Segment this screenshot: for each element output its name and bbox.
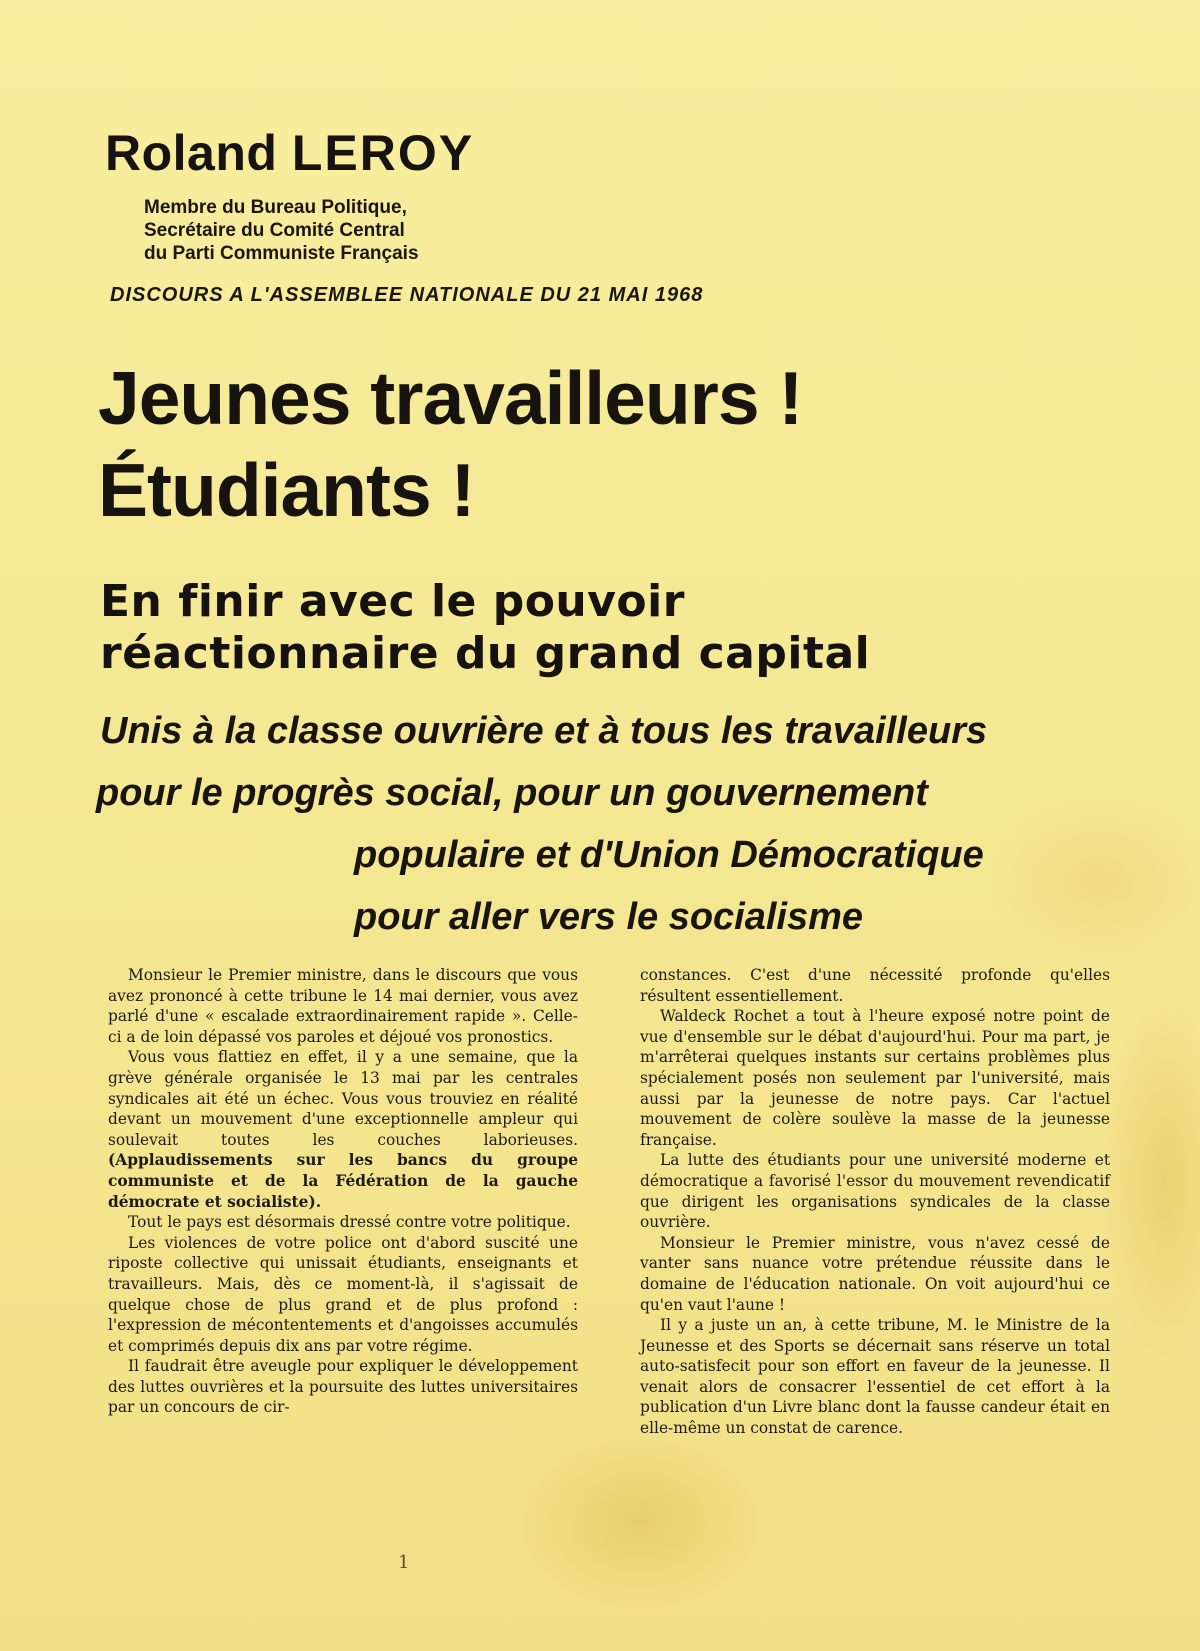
body-paragraph: Les violences de votre police ont d'abord suscité une riposte collective qui unissait étudiants, enseignants et travailleurs. Mais, dès ce moment-là, il s'agissait de quelque chose de plus grand et de plus profond : l'expression de mécontentements et d'angoisses accumulés et comprimés depuis dix ans par votre régime.: [108, 1233, 578, 1355]
body-column-left: [108, 965, 578, 1418]
author-last-name: LEROY: [291, 125, 475, 181]
body-column-right: [640, 965, 1110, 1439]
paragraph-text: Vous vous flattiez en effet, il y a une semaine, que la grève générale organisée le 13 mai par les centrales syndicales ait été un échec. Vous vous trouviez en réalité devant un mouvement d'une exceptionnelle ampleur qui soulevait toutes les couches laborieuses.: [108, 1048, 578, 1149]
subheadline-line-2: réactionnaire du grand capital: [100, 628, 871, 679]
author-titles: [144, 196, 419, 265]
slogan-line: Unis à la classe ouvrière et à tous les travailleurs: [100, 710, 988, 752]
slogan-line: pour aller vers le socialisme: [354, 896, 864, 938]
slogans-block: [96, 700, 1146, 948]
headline-line-2: Étudiants !: [98, 448, 475, 532]
body-paragraph: Il faudrait être aveugle pour expliquer le développement des luttes ouvrières et la poursuite des luttes universitaires par un concours de cir-: [108, 1357, 578, 1417]
body-paragraph: Waldeck Rochet a tout à l'heure exposé notre point de vue d'ensemble sur le débat d'aujourd'hui. Pour ma part, je m'arrêterai quelques instants sur certains problèmes plus spécialement posés non seulement par l'université, mais aussi par la jeunesse de notre pays. Car l'actuel mouvement de colère soulève la masse de la jeunesse française.: [640, 1007, 1110, 1149]
author-name: [105, 125, 475, 181]
body-paragraph: Tout le pays est désormais dressé contre votre politique.: [128, 1213, 571, 1232]
page-number: 1: [398, 1552, 410, 1573]
body-paragraph: Monsieur le Premier ministre, vous n'avez cessé de vanter sans nuance votre prétendue réussite dans le domaine de l'éducation nationale. On voit aujourd'hui ce qu'en vaut l'aune !: [640, 1233, 1110, 1314]
body-paragraph: [108, 1047, 578, 1212]
body-paragraph: Monsieur le Premier ministre, dans le discours que vous avez prononcé à cette tribune le 14 mai dernier, vous avez parlé d'une « escalade extraordinairement rapide ». Celle-ci a de loin dépassé vos paroles et déjoué vos pronostics.: [108, 966, 578, 1046]
body-paragraph: Il y a juste un an, à cette tribune, M. le Ministre de la Jeunesse et des Sports se décernait sans réserve un total auto-satisfecit pour son effort en faveur de la jeunesse. Il venait alors de consacrer l'essentiel de cet effort à la publication d'un Livre blanc dont la fausse candeur était en elle-même un constat de carence.: [640, 1316, 1110, 1438]
headline-line-1: Jeunes travailleurs !: [98, 356, 803, 440]
author-title-line: du Parti Communiste Français: [144, 243, 419, 264]
main-headline: [98, 352, 802, 536]
author-first-name: Roland: [105, 125, 278, 181]
slogan-line: populaire et d'Union Démocratique: [354, 834, 984, 876]
speech-occasion: DISCOURS A L'ASSEMBLEE NATIONALE DU 21 MAI 1968: [110, 284, 704, 306]
author-title-line: Secrétaire du Comité Central: [144, 220, 405, 241]
slogan-line: pour le progrès social, pour un gouvernement: [96, 772, 928, 814]
author-title-line: Membre du Bureau Politique,: [144, 197, 407, 218]
body-paragraph: constances. C'est d'une nécessité profonde qu'elles résultent essentiellement.: [640, 966, 1110, 1005]
subheadline: [100, 576, 870, 680]
subheadline-line-1: En finir avec le pouvoir: [100, 576, 685, 627]
applause-note: (Applaudissements sur les bancs du groupe communiste et de la Fédération de la gauche démocrate et socialiste).: [108, 1151, 578, 1211]
body-paragraph: La lutte des étudiants pour une université moderne et démocratique a favorisé l'essor du mouvement revendicatif que dirigent les organisations syndicales de la classe ouvrière.: [640, 1151, 1110, 1232]
